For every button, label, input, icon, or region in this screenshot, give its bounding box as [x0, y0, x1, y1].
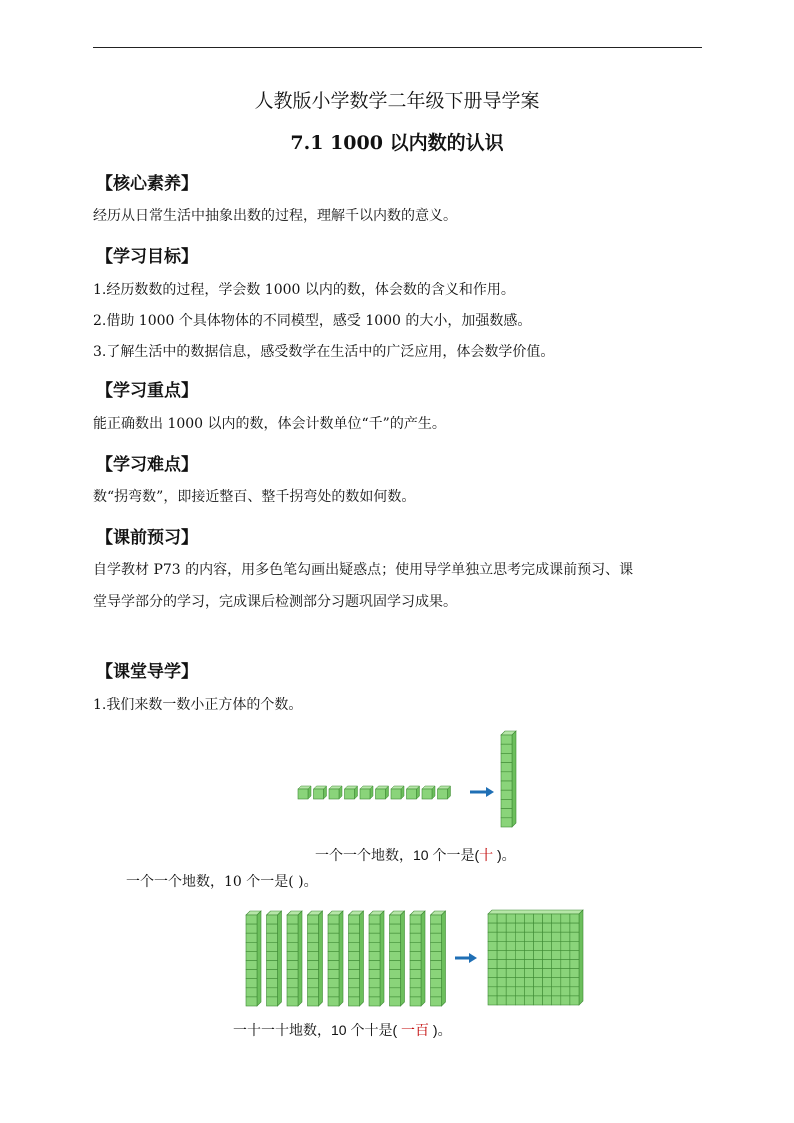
unit-cube [314, 786, 327, 799]
goal-item-1: 1.经历数数的过程，学会数 1000 以内的数，体会数的含义和作用。 [93, 282, 515, 298]
document-title: 人教版小学数学二年级下册导学案 [254, 90, 540, 112]
right-arrow-icon [470, 787, 494, 797]
unit-cube [345, 786, 358, 799]
goal-item-2: 2.借助 1000 个具体物体的不同模型，感受 1000 的大小，加强数感。 [93, 313, 532, 329]
ten-rod [267, 911, 282, 1006]
goal-item-3: 3.了解生活中的数据信息，感受数学在生活中的广泛应用，体会数学价值。 [93, 344, 555, 360]
heading-goals: 【学习目标】 [96, 247, 198, 267]
ten-rod [246, 911, 261, 1006]
ten-rod [410, 911, 425, 1006]
header-rule [93, 47, 702, 48]
question-1: 1.我们来数一数小正方体的个数。 [93, 697, 303, 713]
lesson-title: 7.1 1000 以内数的认识 [290, 132, 504, 154]
unit-cube [298, 786, 311, 799]
unit-cube [407, 786, 420, 799]
ten-rod [349, 911, 364, 1006]
figure2-caption-text: 一十一十地数，10 个十是( [233, 1022, 398, 1038]
ten-rod [431, 911, 446, 1006]
ten-rod [369, 911, 384, 1006]
unit-cube [438, 786, 451, 799]
unit-cube [376, 786, 389, 799]
unit-cube [391, 786, 404, 799]
heading-key: 【学习重点】 [96, 381, 198, 401]
ones-to-ten-figure [290, 725, 530, 835]
figure1-caption-text: 一个一个地数，10 个一是( [315, 847, 480, 863]
difficult-text: 数“拐弯数”，即接近整百、整千拐弯处的数如何数。 [93, 489, 416, 505]
tens-to-hundred-figure [240, 905, 600, 1015]
preview-line-1: 自学教材 P73 的内容，用多色笔勾画出疑惑点；使用导学单独立思考完成课前预习、课 [93, 562, 634, 578]
unit-cube [329, 786, 342, 799]
figure1-answer: 十 [479, 847, 494, 863]
right-arrow-icon [455, 953, 477, 963]
core-text: 经历从日常生活中抽象出数的过程，理解千以内数的意义。 [93, 208, 457, 224]
ten-rod [390, 911, 405, 1006]
heading-preview: 【课前预习】 [96, 528, 198, 548]
heading-guide: 【课堂导学】 [96, 662, 198, 682]
figure2-caption [233, 1020, 452, 1040]
ten-rod [287, 911, 302, 1006]
figure1-caption-end: )。 [493, 847, 516, 863]
ten-rod [308, 911, 323, 1006]
heading-core: 【核心素养】 [96, 174, 198, 194]
heading-difficult: 【学习难点】 [96, 455, 198, 475]
figure2-answer: 一百 [397, 1022, 430, 1038]
key-text: 能正确数出 1000 以内的数，体会计数单位“千”的产生。 [93, 416, 446, 432]
ten-rod [328, 911, 343, 1006]
hundred-flat [488, 910, 583, 1005]
unit-cube [422, 786, 435, 799]
ten-rod [501, 731, 516, 827]
preview-line-2: 堂导学部分的学习，完成课后检测部分习题巩固学习成果。 [93, 594, 457, 610]
figure1-caption [315, 845, 516, 865]
unit-cube [360, 786, 373, 799]
fill-blank-line: 一个一个地数，10 个一是( )。 [126, 874, 318, 890]
figure2-caption-end: )。 [429, 1022, 452, 1038]
